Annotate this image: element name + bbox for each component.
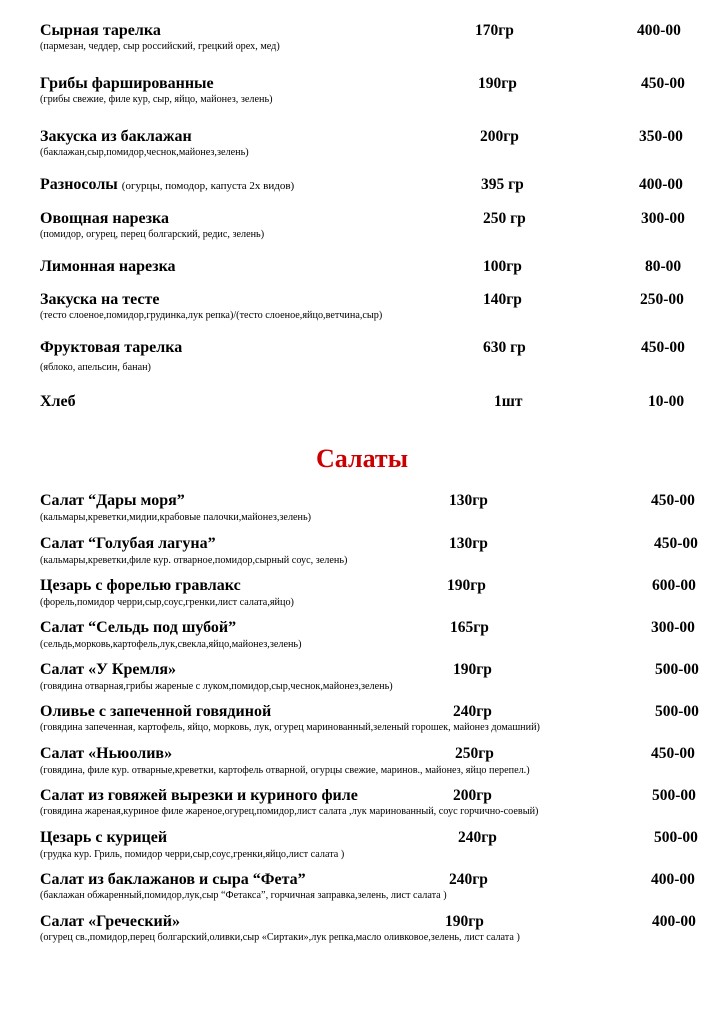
- dish-weight: 200гр: [480, 128, 519, 145]
- dish-description: (сельдь,морковь,картофель,лук,свекла,яйцо,майонез,зелень): [40, 639, 302, 650]
- dish-price: 500-00: [654, 829, 698, 846]
- dish-weight: 140гр: [483, 291, 522, 308]
- dish-name: Цезарь с курицей: [40, 829, 168, 846]
- dish-description: (кальмары,креветки,мидии,крабовые палочки,майонез,зелень): [40, 512, 312, 523]
- dish-price: 400-00: [652, 913, 696, 930]
- dish-price: 500-00: [652, 787, 696, 804]
- dish-description: (огурцы, помодор, капуста 2х видов): [121, 180, 295, 192]
- dish-name: Лимонная нарезка: [40, 258, 176, 275]
- dish-weight: 100гр: [483, 258, 522, 275]
- dish-name: Фруктовая тарелка: [40, 339, 183, 356]
- dish-name: Грибы фаршированные: [40, 75, 214, 92]
- dish-weight: 165гр: [450, 619, 489, 636]
- dish-name: Салат «Греческий»: [40, 913, 180, 930]
- dish-price: 450-00: [641, 339, 685, 356]
- dish-name: Салат «Ньюолив»: [40, 745, 173, 762]
- dish-weight: 190гр: [453, 661, 492, 678]
- dish-price: 450-00: [654, 535, 698, 552]
- dish-description: (кальмары,креветки,филе кур. отварное,помидор,сырный соус, зелень): [40, 555, 348, 566]
- dish-name: Оливье с запеченной говядиной: [40, 703, 272, 720]
- dish-description: (говядина жареная,куриное филе жареное,огурец,помидор,лист салата ,лук маринованный, соус горчично-соевый): [40, 806, 539, 817]
- dish-price: 500-00: [655, 661, 699, 678]
- dish-price: 400-00: [651, 871, 695, 888]
- dish-weight: 395 гр: [481, 176, 524, 193]
- dish-name: Хлеб: [40, 393, 76, 410]
- dish-description: (говядина, филе кур. отварные,креветки, картофель отварной, огурцы свежие, маринов., майонез, яйцо перепел.): [40, 765, 530, 776]
- dish-price: 350-00: [639, 128, 683, 145]
- dish-weight: 200гр: [453, 787, 492, 804]
- dish-name: Цезарь с форелью гравлакс: [40, 577, 241, 594]
- dish-name: Сырная тарелка: [40, 22, 161, 39]
- dish-price: 450-00: [651, 745, 695, 762]
- dish-weight: 190гр: [447, 577, 486, 594]
- dish-price: 500-00: [655, 703, 699, 720]
- dish-description: (говядина запеченная, картофель, яйцо, морковь, лук, огурец маринованный,зеленый горошек, майонез домашний): [40, 722, 540, 733]
- dish-description: (форель,помидор черри,сыр,соус,гренки,лист салата,яйцо): [40, 597, 294, 608]
- dish-weight: 130гр: [449, 492, 488, 509]
- dish-price: 400-00: [639, 176, 683, 193]
- dish-price: 250-00: [640, 291, 684, 308]
- dish-name: Закуска из баклажан: [40, 128, 192, 145]
- dish-name: [40, 176, 294, 195]
- dish-description: (помидор, огурец, перец болгарский, редис, зелень): [40, 229, 265, 240]
- dish-price: 300-00: [651, 619, 695, 636]
- dish-weight: 250гр: [455, 745, 494, 762]
- dish-name: Салат “Голубая лагуна”: [40, 535, 216, 552]
- dish-name: Овощная нарезка: [40, 210, 169, 227]
- dish-description: (пармезан, чеддер, сыр российский, грецкий орех, мед): [40, 41, 280, 52]
- dish-description: (грудка кур. Гриль, помидор черри,сыр,соус,гренки,яйцо,лист салата ): [40, 849, 345, 860]
- dish-description: (тесто слоеное,помидор,грудинка,лук репка)/(тесто слоеное,яйцо,ветчина,сыр): [40, 310, 383, 321]
- dish-weight: 240гр: [453, 703, 492, 720]
- dish-weight: 240гр: [458, 829, 497, 846]
- dish-weight: 240гр: [449, 871, 488, 888]
- dish-name: Салат из баклажанов и сыра “Фета”: [40, 871, 306, 888]
- dish-weight: 170гр: [475, 22, 514, 39]
- section-title-salads: Салаты: [316, 444, 408, 473]
- dish-name: Салат «У Кремля»: [40, 661, 176, 678]
- dish-description: (говядина отварная,грибы жареные с луком,помидор,сыр,чеснок,майонез,зелень): [40, 681, 393, 692]
- dish-weight: 630 гр: [483, 339, 526, 356]
- dish-name: Салат “Сельдь под шубой”: [40, 619, 237, 636]
- dish-name-text: Разносолы: [40, 176, 118, 193]
- dish-price: 450-00: [641, 75, 685, 92]
- dish-description: (яблоко, апельсин, банан): [40, 362, 151, 373]
- dish-price: 80-00: [645, 258, 682, 275]
- dish-price: 400-00: [637, 22, 681, 39]
- dish-price: 450-00: [651, 492, 695, 509]
- dish-name: Салат из говяжей вырезки и куриного филе: [40, 787, 358, 804]
- dish-name: Закуска на тесте: [40, 291, 160, 308]
- dish-weight: 190гр: [478, 75, 517, 92]
- dish-price: 300-00: [641, 210, 685, 227]
- dish-name: Салат “Дары моря”: [40, 492, 185, 509]
- dish-weight: 190гр: [445, 913, 484, 930]
- dish-weight: 130гр: [449, 535, 488, 552]
- dish-weight: 1шт: [494, 393, 523, 410]
- dish-description: (огурец св.,помидор,перец болгарский,оливки,сыр «Сиртаки»,лук репка,масло оливковое,зелень, лист салата ): [40, 932, 520, 943]
- dish-description: (баклажан,сыр,помидор,чеснок,майонез,зелень): [40, 147, 249, 158]
- dish-description: (грибы свежие, филе кур, сыр, яйцо, майонез, зелень): [40, 94, 273, 105]
- dish-description: (баклажан обжаренный,помидор,лук,сыр “Фетакса”, горчичная заправка,зелень, лист салата ): [40, 890, 447, 901]
- dish-price: 600-00: [652, 577, 696, 594]
- dish-weight: 250 гр: [483, 210, 526, 227]
- dish-price: 10-00: [648, 393, 685, 410]
